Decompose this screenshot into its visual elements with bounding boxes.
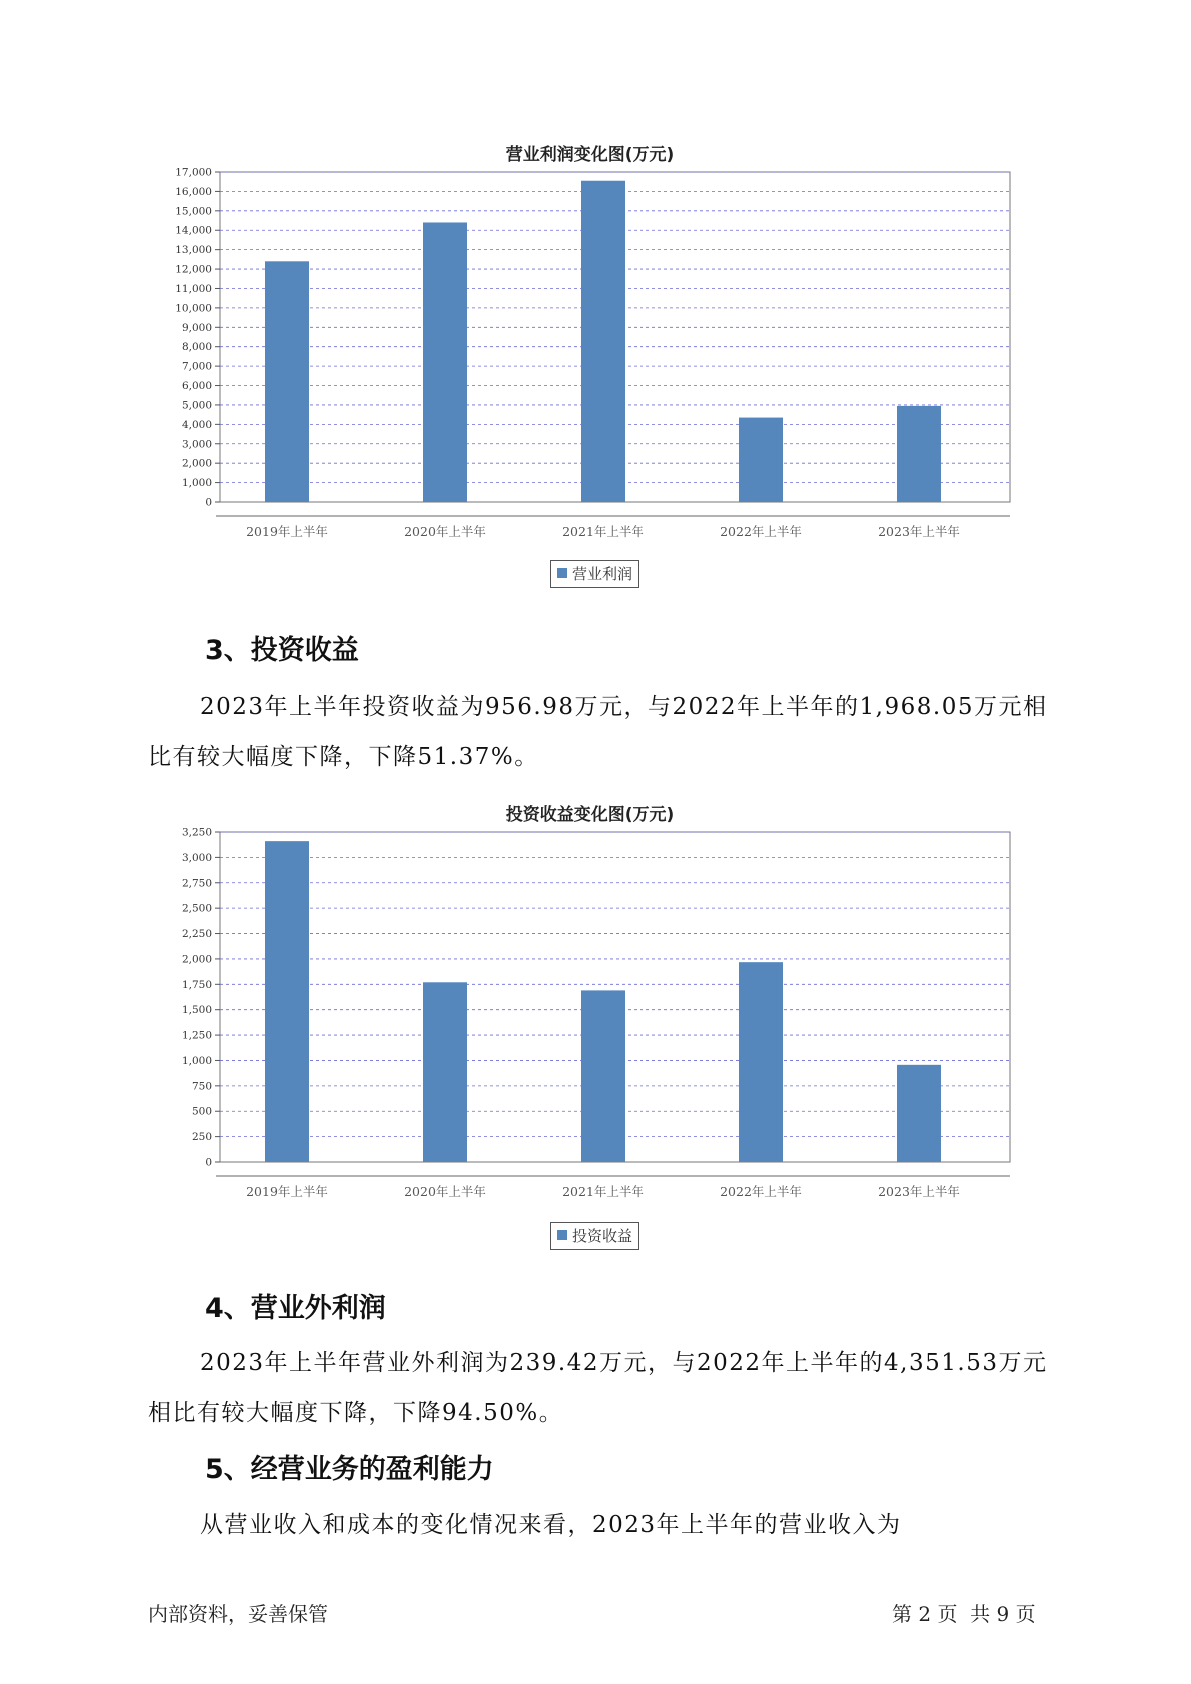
- legend-swatch: [557, 1230, 567, 1240]
- profit-ytick-label: 12,000: [175, 263, 212, 276]
- profit-chart-legend: [550, 560, 639, 588]
- invest-chart-title: 投资收益变化图(万元): [505, 805, 675, 825]
- profit-ytick-label: 6,000: [181, 380, 212, 393]
- profit-category-label: 2022年上半年: [720, 524, 802, 539]
- profit-chart-title: 营业利润变化图(万元): [505, 145, 675, 165]
- profit-ytick-label: 17,000: [175, 166, 212, 179]
- section-4-paragraph: 2023年上半年营业外利润为239.42万元，与2022年上半年的4,351.53万元相比有较大幅度下降，下降94.50%。: [148, 1350, 1048, 1426]
- invest-ytick-label: 500: [191, 1105, 212, 1118]
- profit-bar: [739, 418, 783, 502]
- invest-ytick-label: 2,500: [181, 902, 212, 915]
- profit-ytick-label: 9,000: [181, 321, 212, 334]
- legend-swatch: [557, 568, 567, 578]
- footer-page-number: 第 2 页 共 9 页: [892, 1602, 1036, 1626]
- invest-bar: [739, 962, 783, 1162]
- profit-ytick-label: 10,000: [175, 302, 212, 315]
- invest-bar: [423, 982, 467, 1162]
- profit-ytick-label: 8,000: [181, 341, 212, 354]
- profit-chart-block: [160, 140, 1020, 583]
- invest-ytick-label: 250: [191, 1131, 212, 1144]
- profit-bar: [265, 261, 309, 502]
- profit-ytick-label: 1,000: [181, 477, 212, 490]
- invest-bar: [897, 1065, 941, 1162]
- section-3-paragraph: 2023年上半年投资收益为956.98万元，与2022年上半年的1,968.05万元相比有较大幅度下降，下降51.37%。: [148, 694, 1048, 770]
- profit-ytick-label: 7,000: [181, 360, 212, 373]
- profit-ytick-label: 13,000: [175, 244, 212, 257]
- section-5-heading: 5、经营业务的盈利能力: [205, 1454, 494, 1485]
- invest-bar: [265, 841, 309, 1162]
- invest-category-label: 2021年上半年: [562, 1184, 644, 1199]
- invest-chart-block: [160, 800, 1020, 1245]
- profit-chart: [160, 166, 1020, 560]
- invest-category-label: 2020年上半年: [404, 1184, 486, 1199]
- invest-bar: [581, 990, 625, 1162]
- profit-bar: [581, 181, 625, 502]
- profit-ytick-label: 5,000: [181, 399, 212, 412]
- profit-bar: [897, 406, 941, 502]
- invest-ytick-label: 0: [205, 1156, 212, 1169]
- profit-category-label: 2021年上半年: [562, 524, 644, 539]
- invest-chart-legend: [550, 1222, 639, 1250]
- footer-left: 内部资料，妥善保管: [148, 1602, 328, 1626]
- profit-ytick-label: 4,000: [181, 418, 212, 431]
- profit-category-label: 2020年上半年: [404, 524, 486, 539]
- invest-ytick-label: 2,000: [181, 953, 212, 966]
- profit-ytick-label: 11,000: [175, 282, 212, 295]
- invest-category-label: 2019年上半年: [246, 1184, 328, 1199]
- invest-ytick-label: 1,500: [181, 1004, 212, 1017]
- invest-ytick-label: 3,250: [181, 826, 212, 839]
- invest-ytick-label: 1,750: [181, 978, 212, 991]
- invest-ytick-label: 1,000: [181, 1054, 212, 1067]
- profit-ytick-label: 16,000: [175, 185, 212, 198]
- invest-category-label: 2022年上半年: [720, 1184, 802, 1199]
- section-5-paragraph: 从营业收入和成本的变化情况来看，2023年上半年的营业收入为: [200, 1512, 902, 1538]
- profit-bar: [423, 222, 467, 502]
- profit-category-label: 2023年上半年: [878, 524, 960, 539]
- invest-legend-label: 投资收益: [572, 1227, 633, 1245]
- profit-legend-label: 营业利润: [572, 565, 633, 583]
- invest-ytick-label: 750: [191, 1080, 212, 1093]
- section-4-heading: 4、营业外利润: [205, 1293, 386, 1324]
- invest-chart: [160, 826, 1020, 1220]
- invest-ytick-label: 1,250: [181, 1029, 212, 1042]
- invest-ytick-label: 2,250: [181, 928, 212, 941]
- invest-ytick-label: 2,750: [181, 877, 212, 890]
- section-3-heading: 3、投资收益: [205, 635, 359, 666]
- profit-ytick-label: 3,000: [181, 438, 212, 451]
- invest-ytick-label: 3,000: [181, 851, 212, 864]
- profit-category-label: 2019年上半年: [246, 524, 328, 539]
- profit-ytick-label: 14,000: [175, 224, 212, 237]
- profit-ytick-label: 2,000: [181, 457, 212, 470]
- profit-ytick-label: 15,000: [175, 205, 212, 218]
- invest-category-label: 2023年上半年: [878, 1184, 960, 1199]
- profit-ytick-label: 0: [205, 496, 212, 509]
